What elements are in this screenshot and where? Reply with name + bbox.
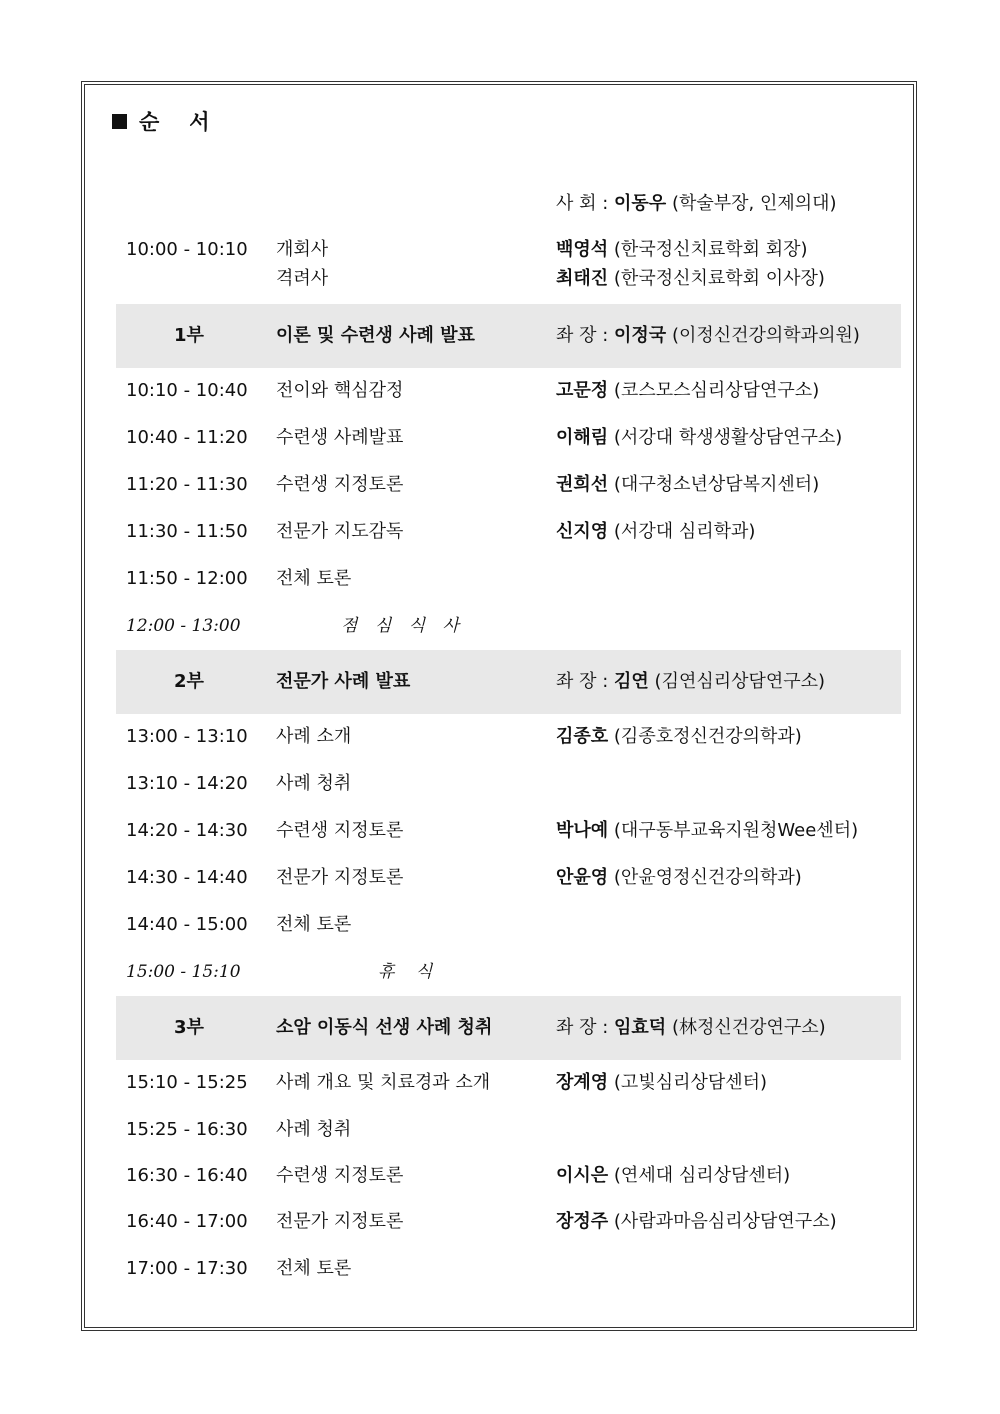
chair-name: 이정국 [614,325,667,346]
item: 사례 개요 및 치료경과 소개 [276,1072,491,1093]
schedule-row [116,423,901,453]
host-name: 이동우 [614,193,667,214]
speaker-name: 최태진 [556,268,609,289]
time: 15:10 - 15:25 [126,1072,248,1093]
speaker-name: 백영석 [556,239,609,260]
speaker [556,423,842,453]
session-part: 1부 [174,325,204,346]
time: 16:30 - 16:40 [126,1165,248,1186]
speaker-affil: (서강대 심리학과) [613,521,756,542]
speaker-affil: (김종호정신건강의학과) [613,726,802,747]
item: 전체 토론 [276,568,352,589]
chair-name: 김연 [614,671,649,692]
item: 사례 청취 [276,773,352,794]
schedule-row [116,816,901,846]
speaker [556,722,802,752]
chair-role: 좌 장 : [556,325,609,346]
time: 15:25 - 16:30 [126,1119,248,1140]
speaker-name: 장정주 [556,1211,609,1232]
session-header [116,996,901,1060]
speaker [556,517,755,547]
item: 수련생 사례발표 [276,427,404,448]
session-chair [556,304,860,368]
speaker-name: 장계영 [556,1072,609,1093]
speaker-name: 박나예 [556,820,609,841]
speaker-affil: (연세대 심리상담센터) [613,1165,791,1186]
time: 10:40 - 11:20 [126,427,248,448]
item: 격려사 [276,268,329,289]
speaker [556,1161,790,1191]
speaker [556,1068,767,1098]
session-part: 2부 [174,671,204,692]
schedule-row [116,1161,901,1191]
time: 14:20 - 14:30 [126,820,248,841]
item: 전이와 핵심감정 [276,380,404,401]
host-role: 사 회 : [556,193,609,214]
item: 전문가 지정토론 [276,1211,404,1232]
chair-affil: (이정신건강의학과의원) [671,325,860,346]
speaker [556,1207,837,1237]
session-chair [556,650,825,714]
time: 11:20 - 11:30 [126,474,248,495]
schedule-row [116,376,901,406]
speaker [556,816,858,846]
session-chair [556,996,826,1060]
speaker-name: 안윤영 [556,867,609,888]
time: 11:50 - 12:00 [126,568,248,589]
time: 14:40 - 15:00 [126,914,248,935]
speaker-name: 이해림 [556,427,609,448]
schedule-row [116,264,901,294]
item: 수련생 지정토론 [276,1165,404,1186]
session-header [116,304,901,368]
item: 수련생 지정토론 [276,820,404,841]
speaker [556,376,819,406]
speaker-name: 권희선 [556,474,609,495]
schedule-row [116,517,901,547]
speaker-affil: (코스모스심리상담연구소) [613,380,820,401]
schedule-row [116,564,901,594]
break-time: 15:00 - 15:10 [126,962,241,982]
speaker-affil: (대구동부교육지원청Wee센터) [613,820,859,841]
time: 14:30 - 14:40 [126,867,248,888]
schedule-row [116,235,901,265]
item: 전문가 지정토론 [276,867,404,888]
chair-role: 좌 장 : [556,671,609,692]
session-title: 이론 및 수련생 사례 발표 [276,325,475,346]
speaker-affil: (대구청소년상담복지센터) [613,474,820,495]
speaker-affil: (서강대 학생생활상담연구소) [613,427,843,448]
time: 10:00 - 10:10 [126,239,248,260]
chair-role: 좌 장 : [556,1017,609,1038]
item: 사례 청취 [276,1119,352,1140]
speaker-name: 고문정 [556,380,609,401]
session-header [116,650,901,714]
speaker [556,235,808,265]
speaker [556,470,819,500]
break-row [116,611,901,641]
speaker-name: 이시은 [556,1165,609,1186]
item: 사례 소개 [276,726,352,747]
session-title: 전문가 사례 발표 [276,671,411,692]
chair-affil: (林정신건강연구소) [671,1017,826,1038]
speaker-affil: (한국정신치료학회 회장) [613,239,808,260]
schedule-row [116,863,901,893]
schedule-row [116,910,901,940]
chair-affil: (김연심리상담연구소) [654,671,826,692]
item: 전체 토론 [276,1258,352,1279]
item: 개회사 [276,239,329,260]
host-affil: (학술부장, 인제의대) [671,193,837,214]
schedule-row [116,470,901,500]
session-part: 3부 [174,1017,204,1038]
heading-word-2: 서 [189,110,210,134]
item: 수련생 지정토론 [276,474,404,495]
speaker-affil: (안윤영정신건강의학과) [613,867,802,888]
schedule-row [116,1207,901,1237]
time: 13:00 - 13:10 [126,726,248,747]
session-title: 소암 이동식 선생 사례 청취 [276,1017,493,1038]
schedule-row [116,1115,901,1145]
break-label: 점 심 식 사 [341,616,465,636]
break-row [116,957,901,987]
speaker-affil: (한국정신치료학회 이사장) [613,268,825,289]
time: 16:40 - 17:00 [126,1211,248,1232]
host [556,189,837,219]
speaker [556,264,825,294]
time: 11:30 - 11:50 [126,521,248,542]
time: 17:00 - 17:30 [126,1258,248,1279]
schedule-row [116,1254,901,1284]
schedule-row [116,769,901,799]
speaker-name: 김종호 [556,726,609,747]
item: 전문가 지도감독 [276,521,404,542]
section-heading [112,106,210,136]
speaker-name: 신지영 [556,521,609,542]
time: 10:10 - 10:40 [126,380,248,401]
time: 13:10 - 14:20 [126,773,248,794]
speaker-affil: (사람과마음심리상담연구소) [613,1211,837,1232]
heading-word-1: 순 [139,110,160,134]
item: 전체 토론 [276,914,352,935]
chair-name: 임효덕 [614,1017,667,1038]
break-label: 휴 식 [378,962,441,982]
speaker-affil: (고빛심리상담센터) [613,1072,768,1093]
square-bullet-icon [112,114,127,129]
schedule-row [116,1068,901,1098]
schedule-row [116,722,901,752]
break-time: 12:00 - 13:00 [126,616,241,636]
speaker [556,863,802,893]
host-row [116,189,901,219]
